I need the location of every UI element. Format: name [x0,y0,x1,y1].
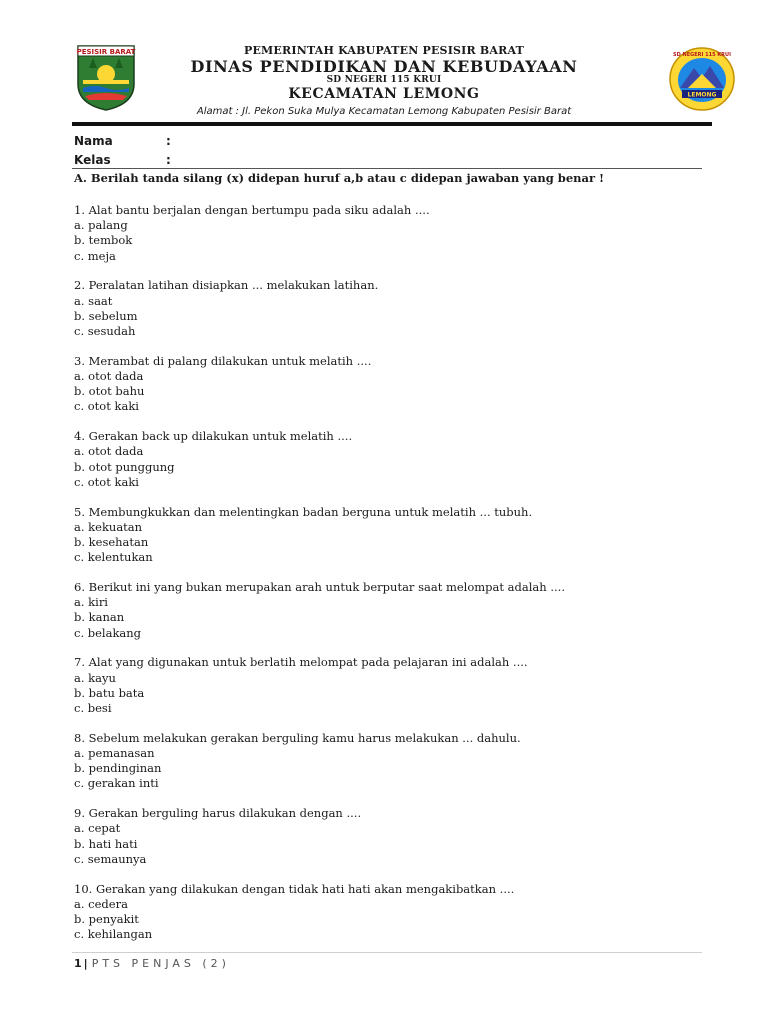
question-text: 4. Gerakan back up dilakukan untuk melatih .... [74,429,353,444]
answer-option: c. meja [74,248,116,263]
footer-divider [72,952,702,953]
question-text: 9. Gerakan berguling harus dilakukan dengan .... [74,806,362,821]
answer-option: c. kelentukan [74,550,153,565]
answer-option: a. saat [74,293,113,308]
question-item [74,429,714,504]
question-text: 8. Sebelum melakukan gerakan berguling kamu harus melakukan ... dahulu. [74,730,521,745]
name-colon: : [166,134,171,148]
question-text: 2. Peralatan latihan disiapkan ... melakukan latihan. [74,278,379,293]
question-item [74,505,714,580]
answer-option: b. penyakit [74,911,139,926]
header-divider [72,122,712,126]
svg-text:PESISIR BARAT: PESISIR BARAT [76,48,136,56]
answer-option: a. kayu [74,670,116,685]
footer-separator: | [83,957,88,970]
answer-option: a. kiri [74,595,108,610]
name-field [74,134,171,148]
answer-option: a. palang [74,218,128,233]
answer-option: a. cepat [74,821,121,836]
header-address: Alamat : Jl. Pekon Suka Mulya Kecamatan Lemong Kabupaten Pesisir Barat [196,106,572,117]
answer-option: b. otot punggung [74,459,175,474]
answer-option: c. otot kaki [74,474,139,489]
answer-option: b. otot bahu [74,384,145,399]
answer-option: b. batu bata [74,685,145,700]
question-text: 1. Alat bantu berjalan dengan bertumpu pada siku adalah .... [74,203,430,217]
page-footer [74,957,230,970]
header-district-line: KECAMATAN LEMONG [288,86,480,102]
question-text: 7. Alat yang digunakan untuk berlatih melompat pada pelajaran ini adalah .... [74,655,528,670]
name-label: Nama [74,134,113,148]
question-item [74,731,714,806]
class-field [74,153,171,167]
answer-option: c. kehilangan [74,927,153,942]
answer-option: b. kesehatan [74,534,149,549]
question-item [74,655,714,730]
answer-option: c. belakang [74,625,142,640]
answer-option: b. hati hati [74,836,138,851]
instruction-text: A. Berilah tanda silang (x) didepan huruf a,b atau c didepan jawaban yang benar ! [74,171,605,185]
class-label: Kelas [74,153,111,167]
answer-option: a. otot dada [74,368,144,383]
answer-option: c. sesudah [74,324,136,338]
question-item [74,278,714,353]
answer-option: b. kanan [74,610,125,625]
question-item [74,806,714,881]
class-colon: : [166,153,171,167]
question-list [74,203,714,957]
answer-option: b. sebelum [74,308,138,323]
answer-option: a. kekuatan [74,519,143,534]
question-text: 5. Membungkukkan dan melentingkan badan berguna untuk melatih ... tubuh. [74,504,533,519]
header-school-line: SD NEGERI 115 KRUI [326,75,442,85]
answer-option: b. tembok [74,233,133,248]
answer-option: c. otot kaki [74,399,139,414]
question-text: 6. Berikut ini yang bukan merupakan arah untuk berputar saat melompat adalah .... [74,579,565,594]
question-item [74,354,714,429]
question-item [74,580,714,655]
header-government-line: PEMERINTAH KABUPATEN PESISIR BARAT [244,44,524,57]
question-item [74,203,714,278]
footer-title: PTS PENJAS (2) [91,957,230,970]
question-text: 10. Gerakan yang dilakukan dengan tidak hati hati akan mengakibatkan .... [74,881,515,896]
fields-divider [72,168,702,169]
question-text: 3. Merambat di palang dilakukan untuk melatih .... [74,353,372,368]
answer-option: c. besi [74,700,112,715]
answer-option: a. cedera [74,896,128,911]
answer-option: c. gerakan inti [74,776,159,791]
header-department-line: DINAS PENDIDIKAN DAN KEBUDAYAAN [190,57,578,76]
answer-option: a. pemanasan [74,745,155,760]
answer-option: b. pendinginan [74,761,162,776]
answer-option: a. otot dada [74,444,144,459]
question-item [74,882,714,957]
page-number: 1 [74,957,82,970]
svg-text:LEMONG: LEMONG [687,91,717,99]
svg-text:SD NEGERI 115 KRUI: SD NEGERI 115 KRUI [673,52,731,58]
answer-option: c. semaunya [74,851,147,866]
